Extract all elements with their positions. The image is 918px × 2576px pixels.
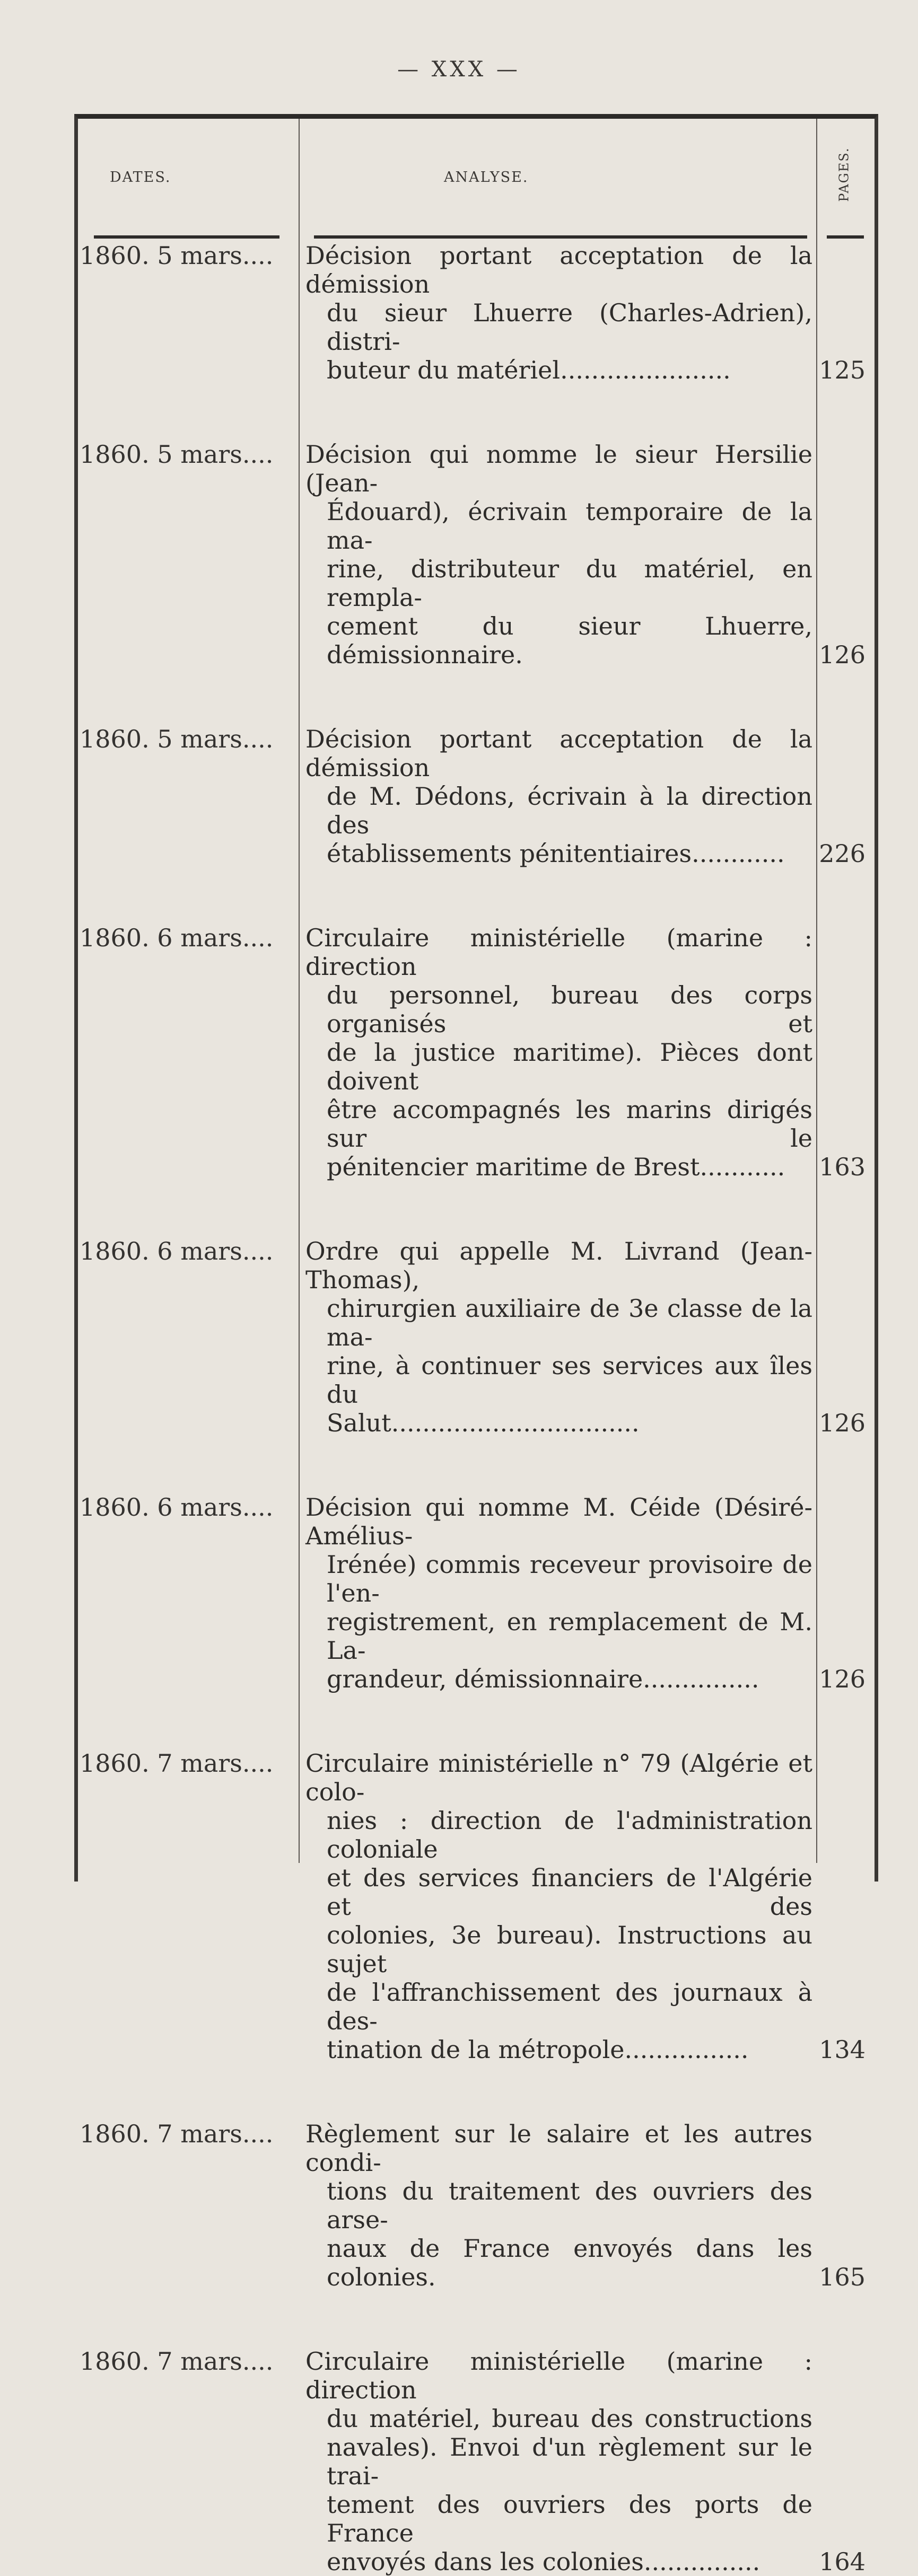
entry-date: 1860. 7 mars....: [80, 1749, 274, 1778]
entry-page-number: 126: [819, 640, 865, 669]
analysis-line: tination de la métropole................: [327, 2035, 749, 2064]
entry-page-number: 125: [819, 356, 865, 384]
entry-page-number: 126: [819, 1409, 865, 1437]
entry-page-number: 165: [819, 2263, 865, 2291]
entry-date: 1860. 7 mars....: [80, 2120, 274, 2148]
analysis-line: envoyés dans les colonies...............: [327, 2547, 760, 2576]
entry-row: [74, 1237, 871, 1437]
analysis-line: du sieur Lhuerre (Charles-Adrien), distri-: [327, 298, 812, 356]
analysis-line: nies : direction de l'administration coloniale: [327, 1806, 812, 1863]
page-folio: — XXX —: [397, 57, 521, 82]
entry-analysis: [305, 1237, 812, 1437]
entry-analysis: [305, 241, 812, 384]
analysis-line: Irénée) commis receveur provisoire de l'en-: [327, 1550, 812, 1607]
entry-analysis: [305, 1749, 812, 2064]
analysis-line: Circulaire ministérielle (marine : direction: [305, 2347, 812, 2404]
analysis-line: de l'affranchissement des journaux à des-: [327, 1978, 812, 2035]
entry-row: [74, 924, 871, 1181]
header-pages-label: PAGES.: [837, 147, 852, 202]
analysis-line: Circulaire ministérielle (marine : direction: [305, 924, 812, 981]
analysis-line: chirurgien auxiliaire de 3e classe de la ma-: [327, 1294, 812, 1351]
analysis-line: buteur du matériel......................: [327, 356, 731, 384]
entries-list: [74, 241, 871, 2576]
entry-row: [74, 725, 871, 868]
analysis-line: Décision portant acceptation de la démission: [305, 241, 812, 298]
entry-page-number: 226: [819, 839, 865, 868]
entry-date: 1860. 5 mars....: [80, 440, 274, 469]
entry-row: [74, 1749, 871, 2064]
entry-date: 1860. 6 mars....: [80, 924, 274, 952]
analysis-line: pénitencier maritime de Brest...........: [327, 1153, 785, 1181]
analysis-line: Décision qui nomme M. Céide (Désiré-Amélius-: [305, 1493, 812, 1550]
entry-page-number: 164: [819, 2547, 865, 2576]
analysis-line: cement du sieur Lhuerre, démissionnaire.: [327, 612, 812, 669]
entry-page-number: 126: [819, 1665, 865, 1693]
entry-analysis: [305, 725, 812, 868]
entry-analysis: [305, 924, 812, 1181]
header-pages: [816, 137, 872, 212]
analysis-line: du personnel, bureau des corps organisés et: [327, 981, 812, 1038]
entry-analysis: [305, 1493, 812, 1693]
header-rule-dates: [94, 235, 279, 239]
entry-analysis: [305, 2347, 812, 2576]
analysis-line: Circulaire ministérielle n° 79 (Algérie et colo-: [305, 1749, 812, 1806]
analysis-line: grandeur, démissionnaire...............: [327, 1665, 759, 1693]
entry-analysis: [305, 440, 812, 669]
header-dates: DATES.: [110, 169, 171, 186]
analysis-line: de la justice maritime). Pièces dont doivent: [327, 1038, 812, 1095]
header-rule-pages: [827, 235, 864, 239]
entry-date: 1860. 5 mars....: [80, 241, 274, 270]
analysis-line: être accompagnés les marins dirigés sur le: [327, 1095, 812, 1153]
analysis-line: Ordre qui appelle M. Livrand (Jean-Thomas),: [305, 1237, 812, 1294]
analysis-line: Décision qui nomme le sieur Hersilie (Jean-: [305, 440, 812, 497]
entry-date: 1860. 7 mars....: [80, 2347, 274, 2376]
entry-date: 1860. 6 mars....: [80, 1237, 274, 1265]
entry-row: [74, 1493, 871, 1693]
analysis-line: colonies, 3e bureau). Instructions au sujet: [327, 1921, 812, 1978]
analysis-line: rine, à continuer ses services aux îles du: [327, 1351, 812, 1409]
entry-date: 1860. 6 mars....: [80, 1493, 274, 1522]
analysis-line: registrement, en remplacement de M. La-: [327, 1607, 812, 1665]
analysis-line: tement des ouvriers des ports de France: [327, 2490, 812, 2547]
entry-row: [74, 2347, 871, 2576]
analysis-line: Décision portant acceptation de la démission: [305, 725, 812, 782]
header-analyse: ANALYSE.: [444, 169, 529, 186]
entry-date: 1860. 5 mars....: [80, 725, 274, 753]
analysis-line: tions du traitement des ouvriers des arse-: [327, 2177, 812, 2234]
entry-row: [74, 440, 871, 669]
entry-row: [74, 2120, 871, 2291]
entry-page-number: 163: [819, 1153, 865, 1181]
analysis-line: et des services financiers de l'Algérie et des: [327, 1863, 812, 1921]
analysis-line: du matériel, bureau des constructions: [327, 2404, 812, 2433]
entry-page-number: 134: [819, 2035, 865, 2064]
header-rule-analyse: [314, 235, 807, 239]
entry-row: [74, 241, 871, 384]
table-header: [78, 119, 875, 227]
entry-analysis: [305, 2120, 812, 2291]
analysis-line: naux de France envoyés dans les colonies.: [327, 2234, 812, 2291]
analysis-line: de M. Dédons, écrivain à la direction des: [327, 782, 812, 839]
analysis-line: navales). Envoi d'un règlement sur le trai-: [327, 2433, 812, 2490]
analysis-line: Salut................................: [327, 1409, 640, 1437]
analysis-line: rine, distributeur du matériel, en rempla-: [327, 555, 812, 612]
analysis-line: Règlement sur le salaire et les autres condi-: [305, 2120, 812, 2177]
analysis-line: établissements pénitentiaires............: [327, 839, 785, 868]
analysis-line: Édouard), écrivain temporaire de la ma-: [327, 497, 812, 555]
